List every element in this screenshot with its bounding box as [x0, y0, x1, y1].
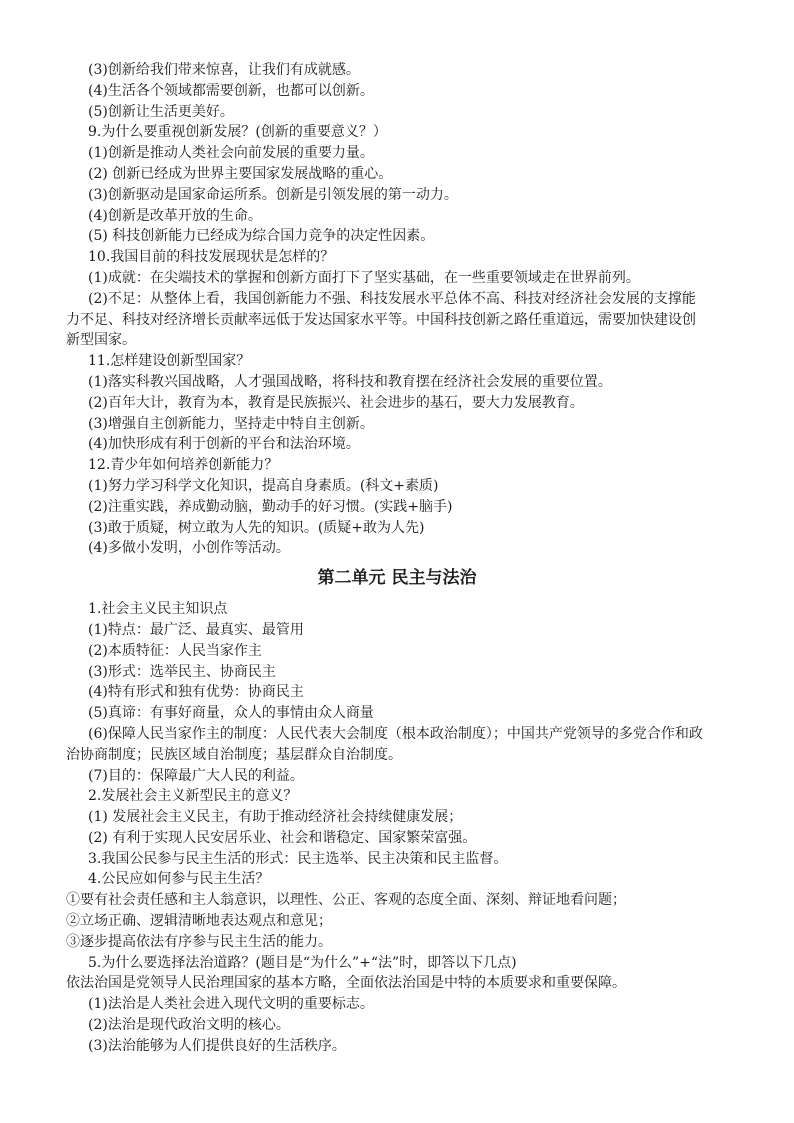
text-paragraph: (6)保障人民当家作主的制度：人民代表大会制度（根本政治制度）；中国共产党领导的多党合作和政治协商制度；民族区域自治制度；基层群众自治制度。 [66, 725, 703, 763]
question-heading: 5.为什么要选择法治道路？(题目是“为什么”+“法”时，即答以下几点) [88, 954, 517, 971]
text-line: (4)创新是改革开放的生命。 [88, 207, 262, 224]
text-line: (4)加快形成有利于创新的平台和法治环境。 [88, 436, 360, 453]
text-line: ③逐步提高依法有序参与民主生活的能力。 [66, 933, 332, 950]
text-line: (3)创新给我们带来惊喜，让我们有成就感。 [88, 62, 360, 78]
text-line: ②立场正确、逻辑清晰地表达观点和意见； [66, 913, 332, 930]
question-heading: 11.怎样建设创新型国家？ [88, 353, 251, 370]
text-line: (1) 发展社会主义民主，有助于推动经济社会持续健康发展； [88, 809, 463, 826]
text-line: (3)增强自主创新能力，坚持走中特自主创新。 [88, 415, 374, 432]
text-line: (3)法治能够为人们提供良好的生活秩序。 [88, 1037, 346, 1054]
question-heading: 10.我国目前的科技发展现状是怎样的？ [88, 249, 335, 266]
text-line: (2)注重实践，养成勤动脑，勤动手的好习惯。(实践+脑手) [88, 498, 453, 515]
text-line: (4)特有形式和独有优势：协商民主 [88, 684, 304, 701]
question-heading: 4.公民应如何参与民主生活？ [88, 871, 270, 888]
text-line: (1)落实科教兴国战略，人才强国战略，将科技和教育摆在经济社会发展的重要位置。 [88, 373, 612, 390]
question-heading: 2.发展社会主义新型民主的意义？ [88, 788, 298, 805]
text-line: (2)百年大计，教育为本，教育是民族振兴、社会进步的基石，要大力发展教育。 [88, 394, 584, 411]
text-line: (3)创新驱动是国家命运所系。创新是引领发展的第一动力。 [88, 186, 458, 203]
text-line: (2)本质特征：人民当家作主 [88, 642, 262, 659]
text-line: (5) 科技创新能力已经成为综合国力竞争的决定性因素。 [88, 228, 435, 245]
text-line: (2) 有利于实现人民安居乐业、社会和谐稳定、国家繁荣富强。 [88, 829, 477, 846]
question-heading: 3.我国公民参与民主生活的形式：民主选举、民主决策和民主监督。 [88, 850, 508, 867]
text-line: (3)形式：选举民主、协商民主 [88, 663, 276, 680]
text-line: (2) 创新已经成为世界主要国家发展战略的重心。 [88, 165, 393, 182]
block-innovation-a [88, 60, 706, 289]
block-democracy-a [88, 599, 706, 724]
text-line: ①要有社会责任感和主人翁意识，以理性、公正、客观的态度全面、深刻、辩证地看问题； [66, 892, 626, 909]
text-line: (2)法治是现代政治文明的核心。 [88, 1017, 290, 1034]
text-line: (4)多做小发明，小创作等活动。 [88, 540, 290, 557]
text-line: (7)目的：保障最广大人民的利益。 [88, 767, 304, 784]
text-line: (1)努力学习科学文化知识，提高自身素质。(科文+素质) [88, 477, 439, 494]
question-heading: 12.青少年如何培养创新能力？ [88, 457, 279, 474]
text-line: (1)特点：最广泛、最真实、最管用 [88, 621, 304, 638]
text-line: (1)创新是推动人类社会向前发展的重要力量。 [88, 145, 374, 162]
text-line: (3)敢于质疑，树立敢为人先的知识。(质疑+敢为人先) [88, 519, 425, 536]
text-line: 依法治国是党领导人民治理国家的基本方略，全面依法治国是中特的本质要求和重要保障。 [66, 975, 626, 992]
text-line: (5)创新让生活更美好。 [88, 103, 234, 120]
question-heading: 9.为什么要重视创新发展？(创新的重要意义？） [88, 124, 387, 141]
text-line: (1)法治是人类社会进入现代文明的重要标志。 [88, 996, 374, 1013]
question-heading: 1.社会主义民主知识点 [88, 601, 228, 618]
text-line: (4)生活各个领域都需要创新，也都可以创新。 [88, 82, 374, 99]
text-line: (1)成就：在尖端技术的掌握和创新方面打下了坚实基础，在一些重要领域走在世界前列。 [88, 269, 640, 286]
section-title: 第二单元 民主与法治 [317, 568, 477, 589]
block-innovation-b [88, 351, 706, 559]
block-democracy-b [66, 766, 706, 1057]
text-line: (5)真谛：有事好商量，众人的事情由众人商量 [88, 705, 374, 722]
text-paragraph: (2)不足：从整体上看，我国创新能力不强、科技发展水平总体不高、科技对经济社会发展的支撑能力不足、科技对经济增长贡献率远低于发达国家水平等。中国科技创新之路任重道远，需要加快建设创新型国家。 [66, 290, 696, 349]
